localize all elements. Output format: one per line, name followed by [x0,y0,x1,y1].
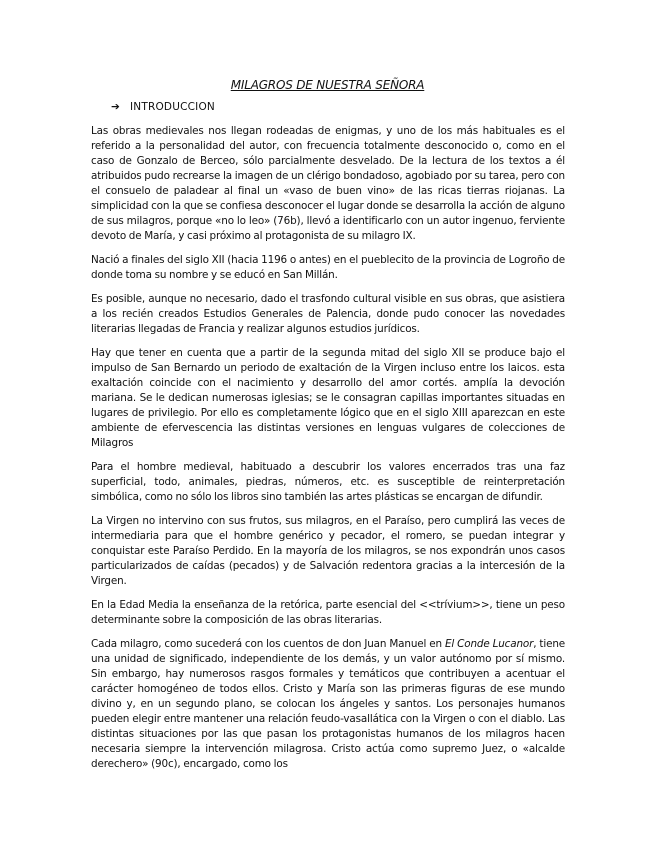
paragraph: Para el hombre medieval, habituado a descubrir los valores encerrados tras una faz superficial, todo, animales, piedras, números, etc. es susceptible de reinterpretación simbólica, como no sólo los libros sino también las artes plásticas se encargan de difundir. [91,461,565,503]
section-heading [111,101,215,113]
paragraph-text: , tiene una unidad de significado, independiente de los demás, y un valor autónomo por sí mismo. Sin embargo, hay numerosos rasgos formales y temáticos que contribuyen a acentuar el carácter homogéneo de todos ellos. Cristo y María son las primeras figuras de ese mundo divino y, en un segundo plano, se colocan los ángeles y santos. Los personajes humanos pueden elegir entre mantener una relación feudo-vasallática con la Virgen o con el diablo. Las distintas situaciones por las que pasan los protagonistas humanos de los milagros hacen necesaria siempre la intervención milagrosa. Cristo actúa como supremo Juez, o «alcalde derechero» (90c), encargado, como los [91,638,565,770]
arrow-right-icon: ➔ [111,101,120,113]
book-title-italic: El Conde Lucanor [444,638,534,650]
paragraph: En la Edad Media la enseñanza de la retórica, parte esencial del <<trívium>>, tiene un peso determinante sobre la composición de las obras literarias. [91,599,565,626]
paragraph: Hay que tener en cuenta que a partir de la segunda mitad del siglo XII se produce bajo el impulso de San Bernardo un periodo de exaltación de la Virgen incluso entre los laicos. esta exaltación coincide con el nacimiento y desarrollo del amor cortés. amplía la devoción mariana. Se le dedican numerosas iglesias; se le consagran capillas importantes situadas en lugares de privilegio. Por ello es completamente lógico que en el siglo XIII aparezcan en este ambiente de efervescencia las distintas versiones en lenguas vulgares de colecciones de Milagros [91,347,565,449]
paragraph: Nació a finales del siglo XII (hacia 1196 o antes) en el pueblecito de la provincia de Logroño de donde toma su nombre y se educó en San Millán. [91,254,565,281]
paragraph [91,637,565,772]
paragraph: La Virgen no intervino con sus frutos, sus milagros, en el Paraíso, pero cumplirá las veces de intermediaria para que el hombre genérico y pecador, el romero, se puedan integrar y conquistar este Paraíso Perdido. En la mayoría de los milagros, se nos expondrán unos casos particularizados de caídas (pecados) y de Salvación redentora gracias a la intercesión de la Virgen. [91,515,565,587]
document-body [91,124,565,781]
paragraph: Es posible, aunque no necesario, dado el trasfondo cultural visible en sus obras, que asistiera a los recién creados Estudios Generales de Palencia, donde pudo conocer las novedades literarias llegadas de Francia y realizar algunos estudios jurídicos. [91,293,565,335]
paragraph: Las obras medievales nos llegan rodeadas de enigmas, y uno de los más habituales es el referido a la personalidad del autor, con frecuencia totalmente desconocido o, como en el caso de Gonzalo de Berceo, sólo parcialmente desvelado. De la lectura de los textos a él atribuidos pudo recrearse la imagen de un clérigo bondadoso, agobiado por su tarea, pero con el consuelo de paladear al final un «vaso de buen vino» de las ricas tierras riojanas. La simplicidad con la que se confiesa desconocer el lugar donde se desarrolla la acción de alguno de sus milagros, porque «no lo leo» (76b), llevó a identificarlo con un autor ingenuo, ferviente devoto de María, y casi próximo al protagonista de su milagro IX. [91,125,565,242]
paragraph-text: Cada milagro, como sucederá con los cuentos de don Juan Manuel en [91,638,445,650]
section-heading-label: INTRODUCCION [130,101,215,113]
document-title: MILAGROS DE NUESTRA SEÑORA [230,78,425,92]
